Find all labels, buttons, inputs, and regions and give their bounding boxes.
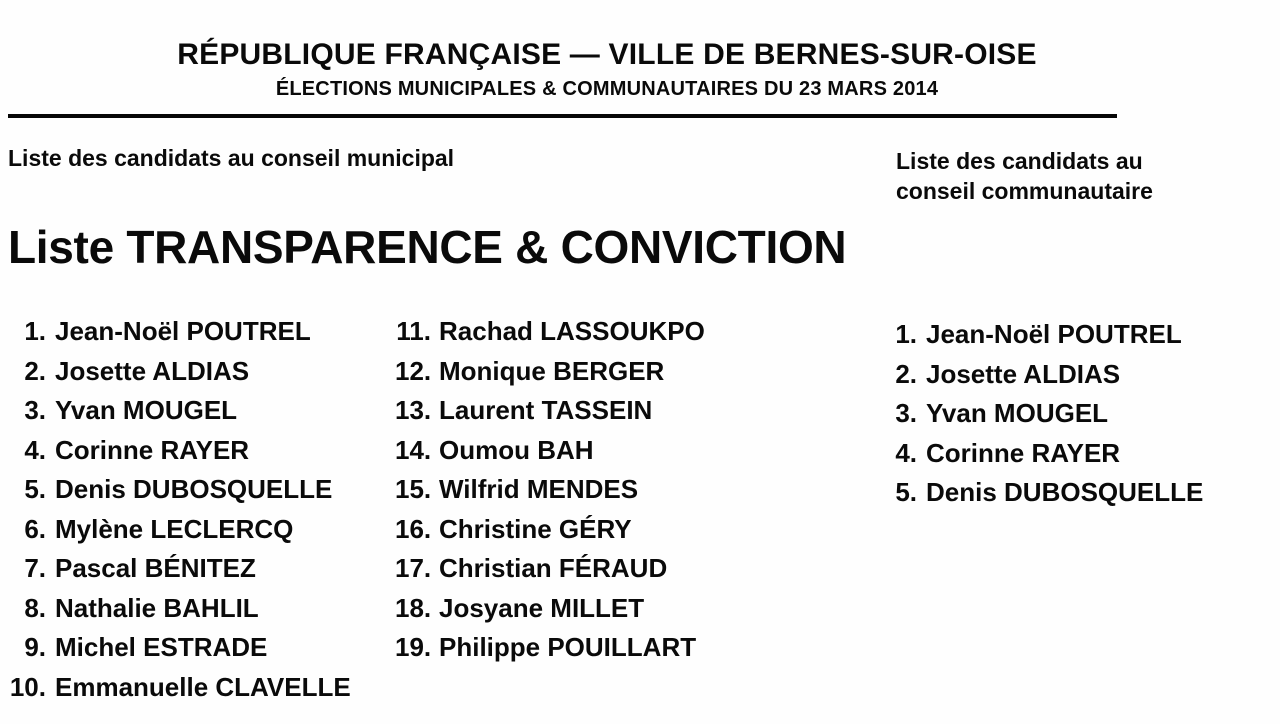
candidate-number: 1.	[895, 319, 917, 349]
candidate-number: 10.	[9, 671, 46, 702]
document-header	[0, 38, 1214, 101]
candidate-number: 4.	[895, 437, 917, 468]
municipal-candidates-column-1	[8, 312, 351, 707]
candidate-row	[893, 434, 1203, 474]
candidate-row	[395, 391, 705, 431]
candidate-name: Rachad LASSOUKPO	[439, 316, 705, 346]
candidate-row	[8, 668, 351, 708]
candidate-name: Christian FÉRAUD	[439, 553, 668, 583]
candidate-number: 11.	[396, 316, 431, 346]
candidate-row	[8, 628, 351, 668]
communautaire-list-label: Liste des candidats au conseil communautaire	[896, 148, 1153, 204]
candidate-row	[8, 470, 351, 510]
candidate-row	[8, 391, 351, 431]
candidate-name: Corinne RAYER	[55, 434, 250, 465]
candidate-number: 13.	[395, 395, 432, 425]
candidate-row	[395, 589, 705, 629]
candidate-name: Philippe POUILLART	[439, 632, 697, 662]
candidate-name: Wilfrid MENDES	[439, 474, 639, 504]
candidate-name: Nathalie BAHLIL	[55, 592, 259, 623]
candidate-name: Yvan MOUGEL	[55, 395, 238, 425]
candidate-name: Jean-Noël POUTREL	[926, 319, 1182, 349]
candidate-number: 3.	[24, 395, 46, 425]
candidate-number: 8.	[24, 592, 46, 623]
candidate-row	[8, 510, 351, 550]
candidate-name: Denis DUBOSQUELLE	[926, 477, 1204, 507]
candidate-number: 6.	[24, 513, 46, 544]
municipal-list-label: Liste des candidats au conseil municipal	[8, 145, 455, 171]
candidate-number: 15.	[395, 474, 432, 504]
candidate-name: Josette ALDIAS	[55, 355, 250, 386]
candidate-name: Laurent TASSEIN	[439, 395, 653, 425]
candidate-name: Jean-Noël POUTREL	[55, 316, 311, 346]
candidate-name: Michel ESTRADE	[55, 632, 268, 662]
candidate-number: 16.	[395, 513, 432, 544]
candidate-row	[8, 549, 351, 589]
candidate-number: 5.	[895, 477, 917, 507]
candidate-row	[395, 470, 705, 510]
candidate-row	[893, 355, 1203, 395]
candidate-row	[395, 352, 705, 392]
candidate-number: 2.	[895, 358, 917, 389]
candidate-number: 5.	[24, 474, 46, 504]
candidate-name: Monique BERGER	[439, 355, 665, 386]
candidate-number: 7.	[24, 553, 46, 583]
candidate-row	[8, 589, 351, 629]
candidate-number: 19.	[395, 632, 432, 662]
candidate-row	[8, 352, 351, 392]
candidate-number: 4.	[24, 434, 46, 465]
candidate-name: Josette ALDIAS	[926, 358, 1121, 389]
document-title: RÉPUBLIQUE FRANÇAISE — VILLE DE BERNES-SUR-OISE	[177, 38, 1037, 71]
candidate-name: Mylène LECLERCQ	[55, 513, 294, 544]
candidate-number: 1.	[24, 316, 46, 346]
party-list-title: Liste TRANSPARENCE & CONVICTION	[8, 221, 847, 273]
candidate-name: Christine GÉRY	[439, 513, 632, 544]
candidate-name: Yvan MOUGEL	[926, 398, 1109, 428]
candidate-name: Emmanuelle CLAVELLE	[55, 671, 351, 702]
candidate-row	[395, 549, 705, 589]
candidate-number: 17.	[395, 553, 432, 583]
candidate-row	[395, 312, 705, 352]
candidate-name: Josyane MILLET	[439, 592, 645, 623]
candidate-name: Oumou BAH	[439, 434, 594, 465]
candidate-name: Pascal BÉNITEZ	[55, 553, 256, 583]
candidate-number: 3.	[895, 398, 917, 428]
candidate-number: 18.	[395, 592, 432, 623]
candidate-row	[395, 510, 705, 550]
communautaire-candidates-column	[893, 315, 1203, 513]
header-divider	[8, 114, 1117, 118]
candidate-row	[893, 473, 1203, 513]
candidate-number: 9.	[24, 632, 46, 662]
municipal-candidates-column-2	[395, 312, 705, 668]
candidate-row	[395, 628, 705, 668]
candidate-row	[893, 394, 1203, 434]
candidate-name: Corinne RAYER	[926, 437, 1121, 468]
candidate-row	[395, 431, 705, 471]
document-subtitle: ÉLECTIONS MUNICIPALES & COMMUNAUTAIRES DU 23 MARS 2014	[275, 78, 939, 100]
candidate-number: 12.	[395, 355, 432, 386]
candidate-row	[8, 431, 351, 471]
candidate-number: 2.	[24, 355, 46, 386]
candidate-row	[893, 315, 1203, 355]
candidate-row	[8, 312, 351, 352]
candidate-number: 14.	[395, 434, 432, 465]
candidate-name: Denis DUBOSQUELLE	[55, 474, 333, 504]
